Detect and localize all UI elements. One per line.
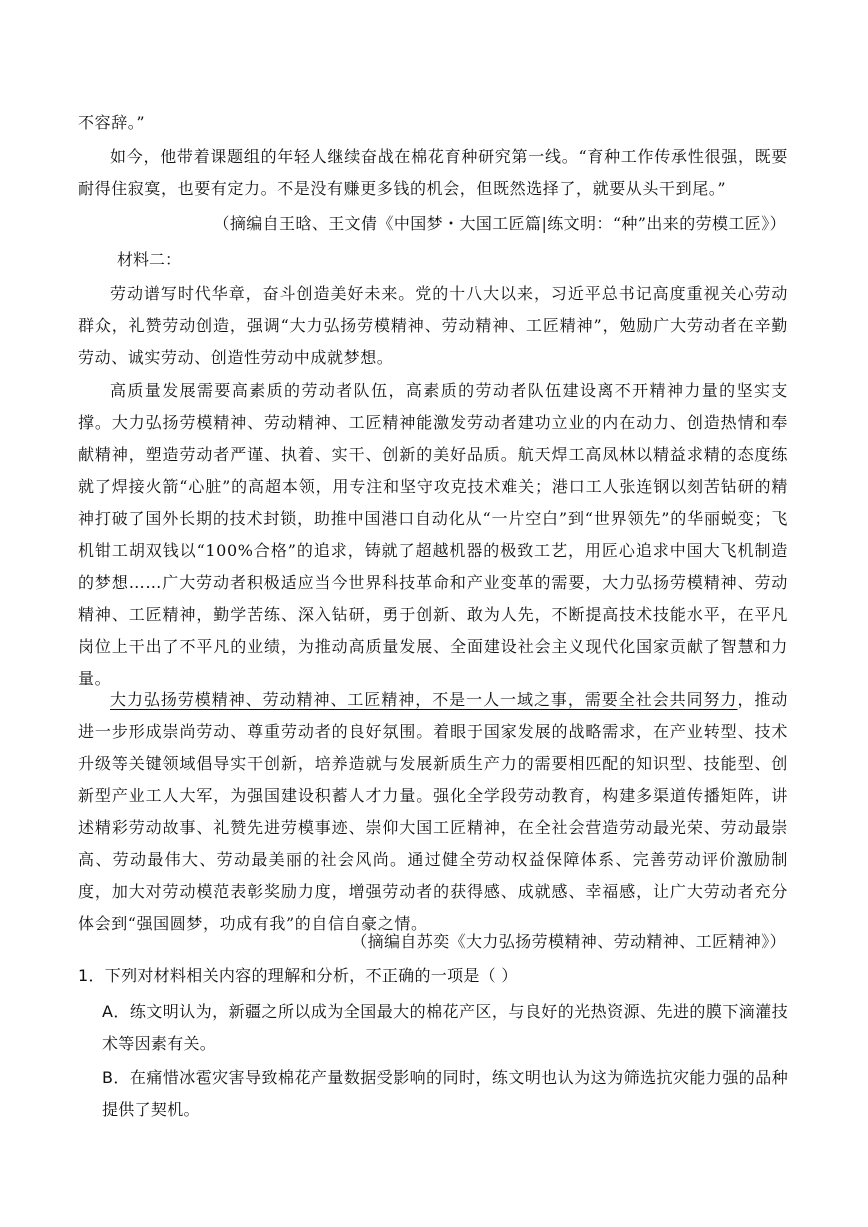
- material2-source: （摘编自苏奕《大力弘扬劳模精神、劳动精神、工匠精神》）: [351, 932, 786, 951]
- question-1-option-a[interactable]: A．练文明认为，新疆之所以成为全国最大的棉花产区，与良好的光热资源、先进的膜下滴灌技术等因素有关。: [102, 1002, 788, 1053]
- paragraph-3-rest: ，推动进一步形成崇尚劳动、尊重劳动者的良好氛围。着眼于国家发展的战略需求，在产业转型、技术升级等关键领域倡导实干创新，培养造就与发展新质生产力的需要相匹配的知识型、技能型、创新型产业工人大军，为强国建设积蓄人才力量。强化全学段劳动教育，构建多渠道传播矩阵，讲述精彩劳动故事、礼赞先进劳模事迹、崇仰大国工匠精神，在全社会营造劳动最光荣、劳动最崇高、劳动最伟大、劳动最美丽的社会风尚。通过健全劳动权益保障体系、完善劳动评价激励制度，加大对劳动模范表彰奖励力度，增强劳动者的获得感、成就感、幸福感，让广大劳动者充分体会到“强国圆梦，功成有我”的自信自豪之情。: [78, 690, 788, 933]
- material2-paragraph-2: 高质量发展需要高素质的劳动者队伍，高素质的劳动者队伍建设离不开精神力量的坚实支撑。大力弘扬劳模精神、劳动精神、工匠精神能激发劳动者建功立业的内在动力、创造热情和奉献精神，塑造劳动者严谨、执着、实干、创新的美好品质。航天焊工高凤林以精益求精的态度练就了焊接火箭“心脏”的高超本领，用专注和坚守攻克技术难关；港口工人张连钢以刻苦钻研的精神打破了国外长期的技术封锁，助推中国港口自动化从“一片空白”到“世界领先”的华丽蜕变；飞机钳工胡双钱以“100%合格”的追求，铸就了超越机器的极致工艺，用匠心追求中国大飞机制造的梦想……广大劳动者积极适应当今世界科技革命和产业变革的需要，大力弘扬劳模精神、劳动精神、工匠精神，勤学苦练、深入钻研，勇于创新、敢为人先，不断提高技术技能水平，在平凡岗位上干出了不平凡的业绩，为推动高质量发展、全面建设社会主义现代化国家贡献了智慧和力量。: [78, 381, 788, 688]
- question-1-option-b[interactable]: B．在痛惜冰雹灾害导致棉花产量数据受影响的同时，练文明也认为这为筛选抗灾能力强的品种提供了契机。: [102, 1068, 788, 1119]
- material1-source: （摘编自王晗、王文倩《中国梦・大国工匠篇|练文明：“种”出来的劳模工匠》）: [213, 214, 786, 233]
- question-1-stem: 1．下列对材料相关内容的理解和分析，不正确的一项是（ ）: [78, 966, 518, 985]
- material2-paragraph-3: [78, 684, 788, 940]
- material2-label: 材料二：: [117, 250, 182, 269]
- material1-tail-line: 不容辞。”: [78, 113, 146, 132]
- material2-paragraph-1: 劳动谱写时代华章，奋斗创造美好未来。党的十八大以来，习近平总书记高度重视关心劳动群众，礼赞劳动创造，强调“大力弘扬劳模精神、劳动精神、工匠精神”，勉励广大劳动者在辛勤劳动、诚实劳动、创造性劳动中成就梦想。: [78, 284, 788, 367]
- material1-paragraph-now: 如今，他带着课题组的年轻人继续奋战在棉花育种研究第一线。“育种工作传承性很强，既要耐得住寂寞，也要有定力。不是没有赚更多钱的机会，但既然选择了，就要从头干到尾。”: [78, 147, 788, 198]
- underlined-sentence: 大力弘扬劳模精神、劳动精神、工匠精神，不是一人一域之事，需要全社会共同努力: [110, 690, 738, 709]
